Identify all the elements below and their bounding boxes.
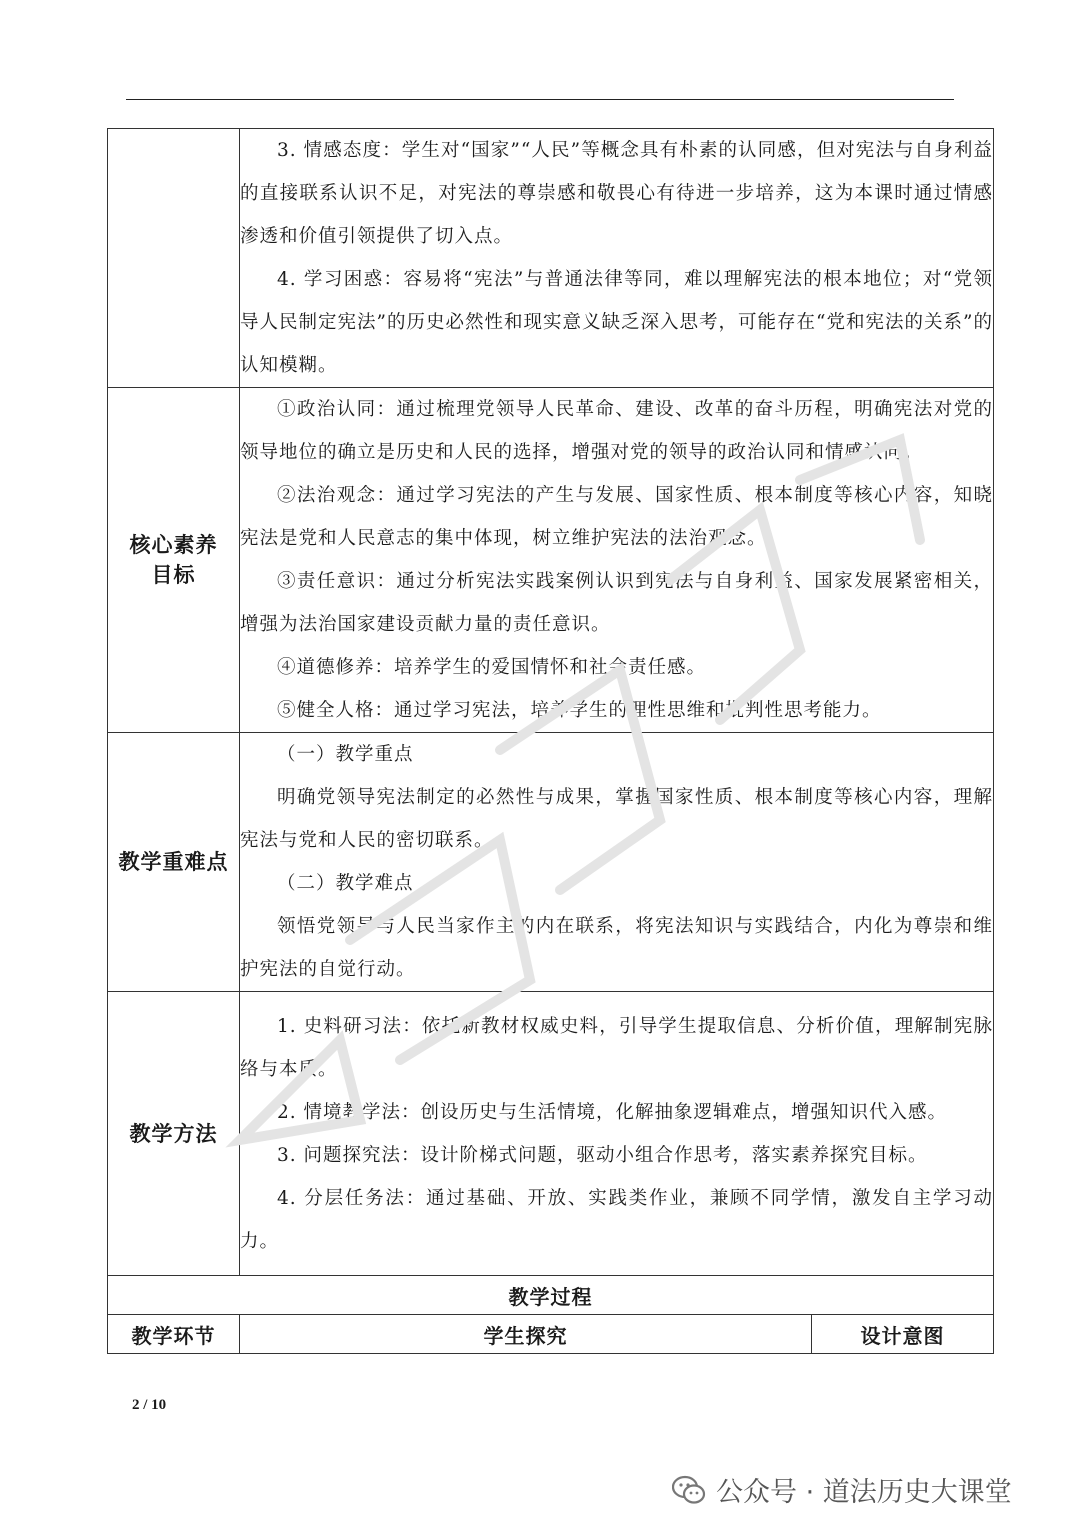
col-header-inquiry: 学生探究 xyxy=(240,1315,812,1354)
paragraph: ③责任意识：通过分析宪法实践案例认识到宪法与自身利益、国家发展紧密相关，增强为法治国家建设贡献力量的责任意识。 xyxy=(240,571,993,635)
row-content xyxy=(240,992,994,1276)
header-rule xyxy=(126,99,954,100)
footer-brand xyxy=(672,1470,1012,1509)
label-line: 目标 xyxy=(151,563,196,587)
col-header-intent: 设计意图 xyxy=(812,1315,994,1354)
wechat-icon xyxy=(672,1475,706,1505)
paragraph: 4. 分层任务法：通过基础、开放、实践类作业，兼顾不同学情，激发自主学习动力。 xyxy=(240,1187,993,1252)
row-content xyxy=(240,733,994,992)
lesson-plan-table xyxy=(107,128,994,1354)
paragraph: ①政治认同：通过梳理党领导人民革命、建设、改革的奋斗历程，明确宪法对党的领导地位的确立是历史和人民的选择，增强对党的领导的政治认同和情感认同。 xyxy=(240,399,993,463)
paragraph: 4. 学习困惑：容易将“宪法”与普通法律等同，难以理解宪法的根本地位；对“党领导人民制定宪法”的历史必然性和现实意义缺乏深入思考，可能存在“党和宪法的关系”的认知模糊。 xyxy=(240,269,993,376)
row-label: 教学重难点 xyxy=(108,733,240,992)
row-process-headers xyxy=(108,1315,994,1354)
paragraph: 2. 情境教学法：创设历史与生活情境，化解抽象逻辑难点，增强知识代入感。 xyxy=(277,1101,948,1123)
row-content xyxy=(240,388,994,733)
row-label xyxy=(108,388,240,733)
paragraph: 3. 问题探究法：设计阶梯式问题，驱动小组合作思考，落实素养探究目标。 xyxy=(277,1144,928,1166)
row-process-banner xyxy=(108,1276,994,1315)
process-banner: 教学过程 xyxy=(108,1276,994,1315)
paragraph: 3. 情感态度：学生对“国家”“人民”等概念具有朴素的认同感，但对宪法与自身利益的直接联系认识不足，对宪法的尊崇感和敬畏心有待进一步培养，这为本课时通过情感渗透和价值引领提供了切入点。 xyxy=(240,140,993,247)
row-content xyxy=(240,129,994,388)
paragraph: ④道德修养：培养学生的爱国情怀和社会责任感。 xyxy=(277,657,707,678)
row-label-empty xyxy=(108,129,240,388)
row-key-points xyxy=(108,733,994,992)
paragraph: ⑤健全人格：通过学习宪法，培养学生的理性思维和批判性思考能力。 xyxy=(277,700,882,721)
page-number: 2 / 10 xyxy=(132,1397,167,1413)
paragraph: 明确党领导宪法制定的必然性与成果，掌握国家性质、根本制度等核心内容，理解宪法与党和人民的密切联系。 xyxy=(240,787,993,851)
row-label: 教学方法 xyxy=(108,992,240,1276)
row-student-analysis xyxy=(108,129,994,388)
label-line: 核心素养 xyxy=(129,533,218,557)
paragraph: （二）教学难点 xyxy=(277,873,414,894)
paragraph: 领悟党领导与人民当家作主的内在联系，将宪法知识与实践结合，内化为尊崇和维护宪法的自觉行动。 xyxy=(240,916,993,980)
paragraph: （一）教学重点 xyxy=(277,744,414,765)
paragraph: ②法治观念：通过学习宪法的产生与发展、国家性质、根本制度等核心内容，知晓宪法是党和人民意志的集中体现，树立维护宪法的法治观念。 xyxy=(240,485,993,549)
row-core-literacy xyxy=(108,388,994,733)
footer-brand-text: 公众号 · 道法历史大课堂 xyxy=(716,1477,1012,1508)
row-teaching-methods xyxy=(108,992,994,1276)
col-header-stage: 教学环节 xyxy=(108,1315,240,1354)
paragraph: 1. 史料研习法：依托新教材权威史料，引导学生提取信息、分析价值，理解制宪脉络与本质。 xyxy=(240,1015,993,1080)
